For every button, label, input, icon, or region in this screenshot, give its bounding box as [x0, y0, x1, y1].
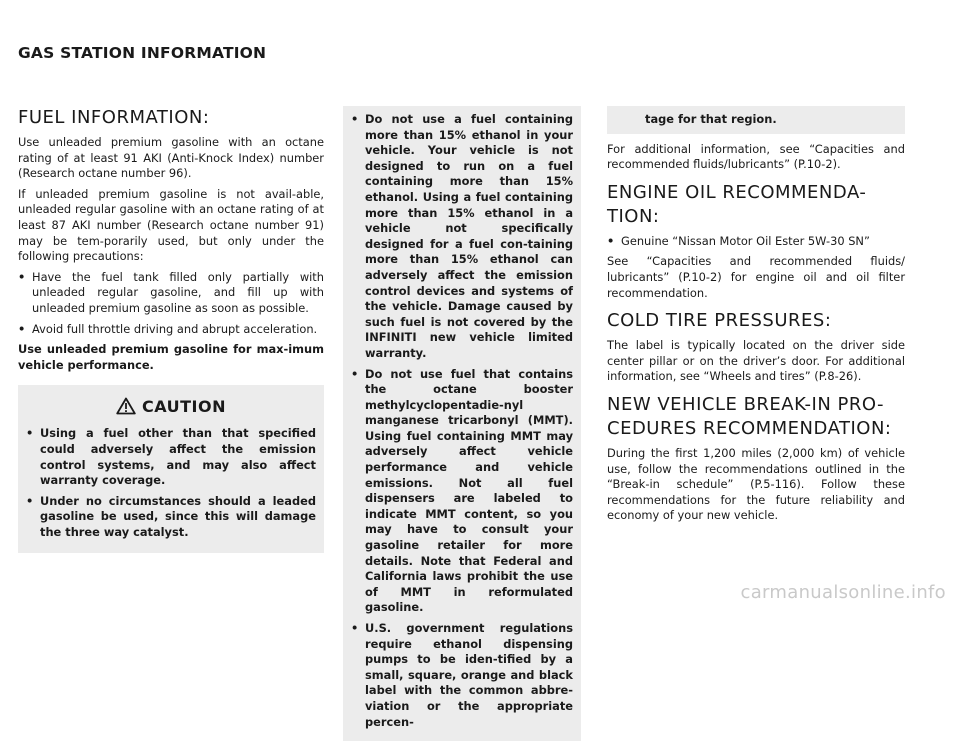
engine-oil-heading-line-1: ENGINE OIL RECOMMENDA-: [607, 181, 867, 203]
fuel-paragraph-3: Use unleaded premium gasoline for max-imum vehicle performance.: [18, 342, 324, 372]
break-in-heading-line-2: CEDURES RECOMMENDATION:: [607, 417, 892, 439]
bullet-dot: •: [18, 321, 26, 336]
fuel-paragraph-1: Use unleaded premium gasoline with an octane rating of at least 91 AKI (Anti-Knock Index) number (Research octane number 96).: [18, 135, 324, 181]
additional-info-text: For additional information, see “Capacities and recommended fluids/lubricants” (P.10-2).: [607, 141, 905, 172]
column-left: [18, 106, 324, 553]
bullet-text: Using a fuel other than that specified could adversely affect the emission control systems, and may also affect warranty coverage.: [40, 426, 316, 488]
bullet-text: Genuine “Nissan Motor Oil Ester 5W-30 SN”: [621, 233, 870, 248]
engine-oil-bullet: [607, 234, 905, 250]
warning-panel-continued: [607, 106, 905, 134]
bullet-text: U.S. government regulations require ethanol dispensing pumps to be iden-tified by a small, square, orange and black label with the common abbre-viation or the appropriate percen-: [365, 621, 573, 729]
caution-label: CAUTION: [142, 397, 226, 417]
bullet-dot: •: [18, 269, 26, 284]
fuel-bullet-1: [18, 270, 324, 317]
engine-oil-heading-line-2: TION:: [607, 205, 660, 227]
caution-bullet-2: [26, 494, 316, 541]
tire-pressure-heading: COLD TIRE PRESSURES:: [607, 310, 832, 332]
caution-box: [18, 385, 324, 553]
bullet-dot: •: [351, 366, 359, 381]
break-in-heading: [607, 393, 905, 441]
bullet-text: Avoid full throttle driving and abrupt acceleration.: [32, 321, 318, 336]
break-in-heading-line-1: NEW VEHICLE BREAK-IN PRO-: [607, 393, 885, 415]
bullet-dot: •: [26, 493, 34, 508]
bullet-dot: •: [351, 112, 359, 126]
bullet-text: Have the fuel tank filled only partially with unleaded regular gasoline, and fill up with unleaded premium gasoline as soon as possible.: [32, 269, 324, 315]
bullet-dot: •: [351, 621, 359, 635]
watermark: carmanualsonline.info: [740, 582, 946, 603]
warning-panel: [343, 106, 581, 741]
column-right: [607, 106, 905, 529]
warning-bullet-2: [351, 367, 573, 617]
warning-bullet-3: [351, 621, 573, 730]
warning-continuation: tage for that region.: [645, 112, 777, 126]
bullet-text: Under no circumstances should a leaded gasoline be used, since this will damage the three way catalyst.: [40, 493, 316, 539]
fuel-paragraph-2: If unleaded premium gasoline is not avail-able, unleaded regular gasoline with an octane rating of at least 87 AKI number (Research octane number 91) may be tem-porarily used, but only under the following precautions:: [18, 186, 324, 264]
bullet-dot: •: [607, 233, 615, 248]
caution-heading: [26, 397, 316, 416]
warning-bullet-1: [351, 112, 573, 362]
bullet-text: Do not use fuel that contains the octane booster methylcyclopentadie-nyl manganese tricarbonyl (MMT). Using fuel containing MMT may adversely affect vehicle performance and vehicle emissions. Not all fuel dispensers are labeled to indicate MMT content, so you may have to consult your gasoline retailer for more details. Note that Federal and California laws prohibit the use of MMT in reformulated gasoline.: [365, 366, 573, 615]
caution-bullet-1: [26, 426, 316, 488]
warning-triangle-icon: [116, 397, 136, 415]
page-title: GAS STATION INFORMATION: [18, 44, 267, 62]
break-in-text: During the first 1,200 miles (2,000 km) of vehicle use, follow the recommendations outlined in the “Break-in schedule” (P.5-116). Follow these recommendations for the future reliability and economy of your new vehicle.: [607, 445, 905, 523]
fuel-bullet-2: [18, 322, 324, 338]
column-middle: [343, 106, 581, 741]
engine-oil-text: See “Capacities and recommended fluids/ lubricants” (P.10-2) for engine oil and oil filter recommendation.: [607, 254, 905, 300]
engine-oil-heading: [607, 181, 905, 229]
tire-pressure-text: The label is typically located on the driver side center pillar or on the driver’s door. For additional information, see “Wheels and tires” (P.8-26).: [607, 338, 905, 384]
fuel-info-heading: FUEL INFORMATION:: [18, 107, 210, 128]
bullet-dot: •: [26, 426, 34, 441]
bullet-text: Do not use a fuel containing more than 15% ethanol in your vehicle. Your vehicle is not designed to run on a fuel containing more than 15% ethanol. Using a fuel containing more than 15% ethanol in a vehicle not specifically designed for a fuel con-taining more than 15% ethanol can adversely affect the emission control devices and systems of the vehicle. Damage caused by such fuel is not covered by the INFINITI new vehicle limited warranty.: [365, 112, 573, 360]
